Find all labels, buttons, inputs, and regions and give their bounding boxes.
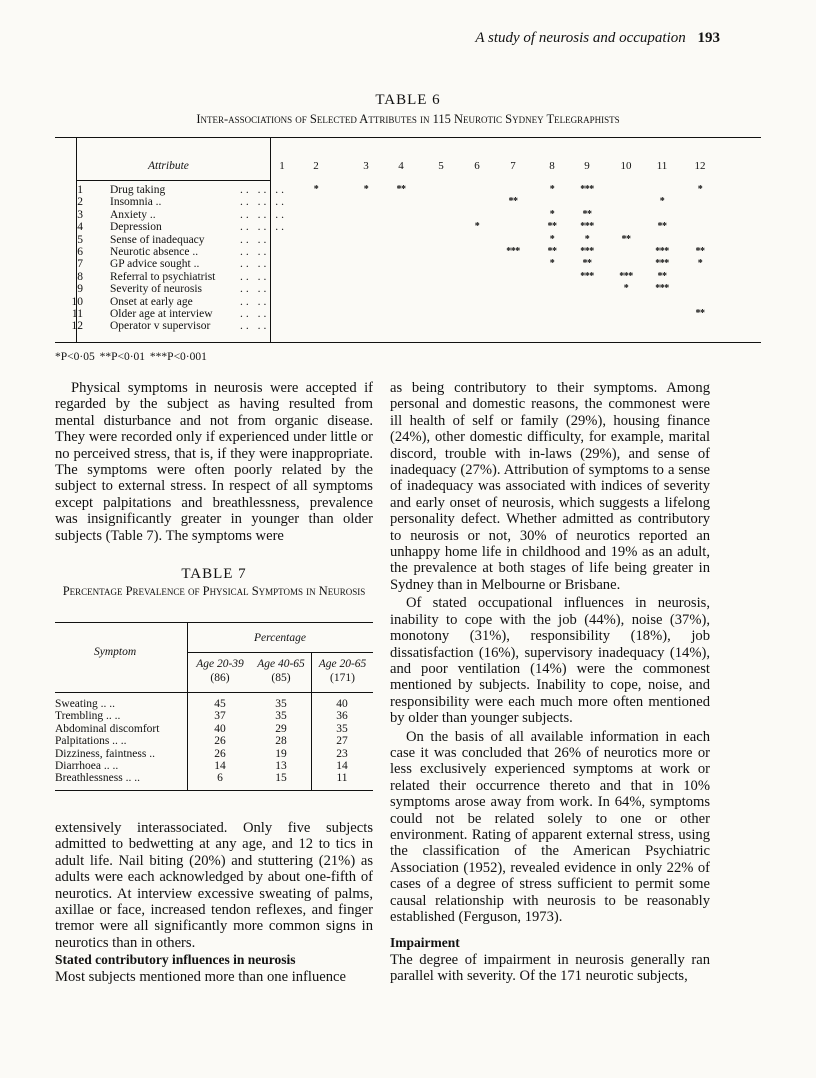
table7-symptom: Breathlessness .. .. (55, 772, 140, 785)
table6-significance-mark: *** (655, 246, 669, 257)
table7-symptom: Abdominal discomfort (55, 722, 160, 735)
table6-significance-mark: *** (580, 246, 594, 257)
table7-symptom: Palpitations .. .. (55, 735, 127, 748)
table6-caption: Inter-associations of Selected Attributes in 115 Neurotic Sydney Telegraphists (196, 112, 620, 126)
table7-value-age-40-65: 28 (275, 735, 287, 748)
table7-value-age-40-65: 35 (275, 710, 287, 723)
table7-row (55, 710, 373, 722)
table7-value-age-20-65: 23 (336, 747, 348, 760)
table7-symptom: Diarrhoea .. .. (55, 760, 119, 772)
table7-value-age-20-65: 36 (336, 710, 348, 723)
right-column-para4 (390, 952, 710, 985)
body-paragraph: Of stated occupational influences in neurosis, inability to cope with the job (44%), noise (37%), monotony (31%), responsibility (18%), job dissatisfaction (16%), supervisory inadequacy (14%), and poor ventilation (14%) were the commonest mentioned by subjects. Inability to cope, noise, and responsibility were each much more often mentioned by older than younger subjects. (390, 595, 710, 727)
table7-symptom: Dizziness, faintness .. (55, 747, 155, 760)
table6-row (55, 184, 328, 196)
table6-significance-mark: ** (582, 208, 592, 220)
table7-value-age-20-39: 45 (214, 698, 226, 710)
table6-attribute-name: Operator v supervisor (110, 320, 211, 333)
table6-significance-mark: *** (655, 258, 669, 270)
table7-age-group-3: Age 20-65 (318, 658, 367, 670)
table6-row (55, 258, 328, 270)
table6-row-number: 6 (77, 246, 83, 259)
table7-value-age-40-65: 35 (275, 698, 287, 710)
table6-significance-mark: * (623, 283, 629, 295)
table6-significance-mark: ** (621, 233, 631, 245)
table6-column-number: 1 (279, 160, 285, 172)
table6-row (55, 296, 328, 308)
table7-symptom: Trembling .. .. (55, 710, 121, 723)
table7-value-age-20-39: 26 (214, 735, 226, 748)
table7-value-age-20-39: 14 (214, 760, 226, 772)
table6-significance-mark: * (313, 184, 319, 195)
body-paragraph: extensively interassociated. Only five subjects admitted to bedwetting at any age, and 12 to tics in adult life. Nail biting (20%) and stuttering (21%) as adults were each acknowledged by about one-fifth of neurotics. At interview excessive sweating of palms, axillae or face, increased tendon reflexes, and finger tremor were all significantly more common signs in neurotics than in others. (55, 820, 373, 951)
table6-top-rule (55, 137, 761, 138)
table6-column-number: 12 (694, 160, 706, 172)
table7-value-age-40-65: 19 (275, 747, 287, 760)
table7-age-group-1: Age 20-39 (196, 658, 244, 670)
table6-significance-mark: ** (582, 258, 592, 270)
table6-attribute-name: GP advice sought .. (110, 258, 200, 271)
table6-significance-mark: * (697, 184, 703, 195)
table6-significance-mark: ** (657, 270, 667, 282)
table7-value-age-20-65: 14 (336, 760, 348, 772)
left-column-para3 (55, 969, 373, 985)
table6-row-number: 4 (77, 221, 83, 234)
table6-row-number: 11 (71, 308, 83, 321)
table6-row (55, 209, 328, 221)
table6-significance-mark: ** (547, 221, 557, 233)
table7-value-age-20-39: 6 (217, 772, 223, 785)
table6-column-number: 7 (510, 160, 516, 172)
table6-significance-mark: ** (508, 196, 518, 208)
table6-significance-mark: ** (547, 246, 557, 257)
table7-caption: Percentage Prevalence of Physical Symptoms in Neurosis (62, 584, 366, 598)
table7-value-age-20-39: 37 (214, 710, 226, 723)
table6-significance-mark: * (363, 184, 369, 195)
table6-significance-mark: ** (695, 308, 705, 319)
table6-row-number: 1 (77, 184, 83, 196)
table7-age-n-1: (86) (210, 672, 230, 684)
table6-leader-dots: .. .. .. (240, 196, 287, 209)
table6-significance-mark: ** (657, 221, 667, 233)
table6-leader-dots: .. .. (240, 270, 270, 283)
table6-row (55, 271, 328, 283)
table6-attribute-name: Onset at early age (110, 295, 193, 308)
table6-attribute-name: Referral to psychiatrist (110, 270, 216, 283)
table6-leader-dots: .. .. .. (240, 208, 287, 221)
table7-symptom-header: Symptom (94, 646, 137, 658)
table6-significance-mark: ** (695, 246, 705, 257)
table6-attribute-name: Anxiety .. (110, 208, 156, 221)
table6-leader-dots: .. .. (240, 258, 270, 271)
table7-bottom-rule (55, 790, 373, 791)
body-paragraph: Most subjects mentioned more than one influence (55, 969, 346, 985)
table7-value-age-20-65: 11 (336, 772, 348, 785)
table7-row (55, 698, 373, 710)
table6-row-number: 8 (77, 270, 83, 283)
table6-significance-mark: *** (655, 283, 669, 295)
table7-row (55, 748, 373, 760)
table6-column-number: 8 (549, 160, 555, 172)
table6-significance-mark: * (549, 233, 555, 245)
body-paragraph: as being contributory to their symptoms. Among personal and domestic reasons, the commonest were ill health of self or family (29%), housing finance (24%), other domestic difficulty, for example, marital discord, trouble with in-laws (29%), and sense of inadequacy (27%). Attribution of symptoms to a sense of inadequacy was associated with indices of severity and early onset of neurosis, which suggests a lifelong personality defect. Whether admitted as contributory to neurosis or not, 30% of neurotics reported an unhappy home life in childhood and 19% as an adult, the prevalence at both stages of life being greater in Sydney than in Melbourne or Brisbane. (390, 380, 710, 593)
table6-significance-mark: *** (506, 246, 520, 257)
table6-attribute-name: Depression (110, 221, 162, 234)
table6-row (55, 196, 328, 208)
section-heading-impairment: Impairment (390, 935, 460, 950)
table6-column-number: 5 (438, 160, 444, 172)
table6-row-number: 7 (77, 258, 83, 271)
table6-significance-note: *P<0·05 **P<0·01 ***P<0·001 (55, 351, 207, 363)
table6-attribute-name: Drug taking (110, 184, 166, 196)
table6-column-number: 11 (656, 160, 668, 172)
table7-age-n-3: (171) (330, 672, 355, 684)
table7-value-age-40-65: 29 (275, 722, 287, 735)
table6-significance-mark: * (549, 258, 555, 270)
table7-row (55, 772, 373, 784)
table6-significance-mark: * (697, 258, 703, 270)
table6-significance-mark: ** (396, 184, 406, 195)
table6-attribute-name: Sense of inadequacy (110, 233, 205, 246)
table7-percentage-header: Percentage (254, 632, 306, 644)
table7-row (55, 723, 373, 735)
body-paragraph: Physical symptoms in neurosis were accepted if regarded by the subject as having resulted from mental disturbance and not from organic disease. They were recorded only if experienced under little or no perceived stress, that is, if they were inappropriate. The symptoms were often poorly related by the subject to external stress. In respect of all symptoms except palpitations and breathlessness, prevalence was insignificantly greater in younger than older subjects (Table 7). The symptoms were (55, 380, 373, 544)
page-number: 193 (697, 30, 720, 46)
table6-row-number: 5 (77, 233, 83, 246)
table6-leader-dots: .. .. .. (240, 184, 287, 196)
table6-column-number: 6 (474, 160, 480, 172)
table6-attribute-name: Severity of neurosis (110, 283, 202, 296)
table7-value-age-20-65: 27 (336, 735, 348, 748)
table6-attribute-name: Older age at interview (110, 308, 213, 321)
table6-significance-mark: *** (580, 221, 594, 233)
table6-row-number: 3 (77, 208, 83, 221)
table6-attribute-name: Insomnia .. (110, 196, 162, 209)
table6-leader-dots: .. .. (240, 320, 270, 333)
table6-significance-mark: *** (580, 270, 594, 282)
table6-bottom-rule (55, 342, 761, 343)
table6-row (55, 283, 328, 295)
table7-value-age-20-65: 35 (336, 722, 348, 735)
table6-column-number: 9 (584, 160, 590, 172)
table6-row-number: 10 (71, 295, 83, 308)
table6-title: TABLE 6 (375, 92, 441, 108)
table6-leader-dots: .. .. (240, 308, 270, 321)
table6-row (55, 234, 328, 246)
table6-row (55, 320, 328, 332)
table6-leader-dots: .. .. (240, 246, 270, 259)
table6-rows (55, 184, 328, 333)
body-paragraph: On the basis of all available information in each case it was concluded that 26% of neurotics more or less exclusively experienced symptoms at work or related their occurrence thereto and that in 10% symptoms arose away from work. In 64%, symptoms could not be related solely to one or other environment. Rating of apparent external stress, using the classification of the American Psychiatric Association (1952), revealed evidence in only 22% of cases of a degree of stress sufficient to permit some causal relationship with neurosis to be reasonably established (Ferguson, 1973). (390, 728, 710, 925)
left-column-para2 (55, 820, 373, 951)
table7-header-rule (55, 692, 373, 693)
table6-significance-mark: * (584, 233, 590, 245)
table7-row (55, 760, 373, 772)
table6-significance-mark: * (549, 184, 555, 195)
table6-attribute-header: Attribute (148, 160, 189, 172)
table6-row (55, 221, 328, 233)
table7-value-age-20-39: 40 (214, 722, 226, 735)
section-heading-influences: Stated contributory influences in neurosis (55, 952, 296, 967)
table6-row (55, 246, 328, 258)
table6-header-rule (76, 180, 270, 181)
table6-leader-dots: .. .. (240, 295, 270, 308)
table7-value-age-20-65: 40 (336, 698, 348, 710)
table6-column-number: 3 (363, 160, 369, 172)
table7-age-n-2: (85) (271, 672, 291, 684)
table7-title: TABLE 7 (181, 566, 247, 582)
table6-column-number: 4 (398, 160, 404, 172)
table6-column-number: 2 (313, 160, 319, 172)
table6-row-number: 9 (77, 283, 83, 296)
table6-significance-mark: * (659, 196, 665, 208)
table6-significance-mark: * (474, 221, 480, 233)
table6-column-number: 10 (620, 160, 632, 172)
table7-percentage-rule (187, 652, 373, 653)
left-column-para1 (55, 380, 373, 544)
right-column-paras (390, 380, 710, 925)
table6-row-number: 2 (77, 196, 83, 209)
table6-leader-dots: .. .. .. (240, 221, 287, 234)
table7-value-age-40-65: 13 (275, 760, 287, 772)
table6-leader-dots: .. .. (240, 283, 270, 296)
table7-value-age-20-39: 26 (214, 747, 226, 760)
table6-leader-dots: .. .. (240, 233, 270, 246)
body-paragraph: The degree of impairment in neurosis generally ran parallel with severity. Of the 171 neurotic subjects, (390, 952, 710, 985)
table6-significance-mark: *** (619, 270, 633, 282)
table6-significance-mark: *** (580, 184, 594, 195)
table7-top-rule (55, 622, 373, 623)
table7-value-age-40-65: 15 (275, 772, 287, 785)
running-title: A study of neurosis and occupation (475, 30, 686, 46)
table7-row (55, 735, 373, 747)
table6-row-number: 12 (71, 320, 83, 333)
running-header (475, 30, 720, 47)
table7-age-group-2: Age 40-65 (257, 658, 305, 670)
table6-attribute-name: Neurotic absence .. (110, 246, 199, 259)
table6-row (55, 308, 328, 320)
table6-significance-mark: * (549, 208, 555, 220)
table7-symptom: Sweating .. .. (55, 698, 116, 710)
